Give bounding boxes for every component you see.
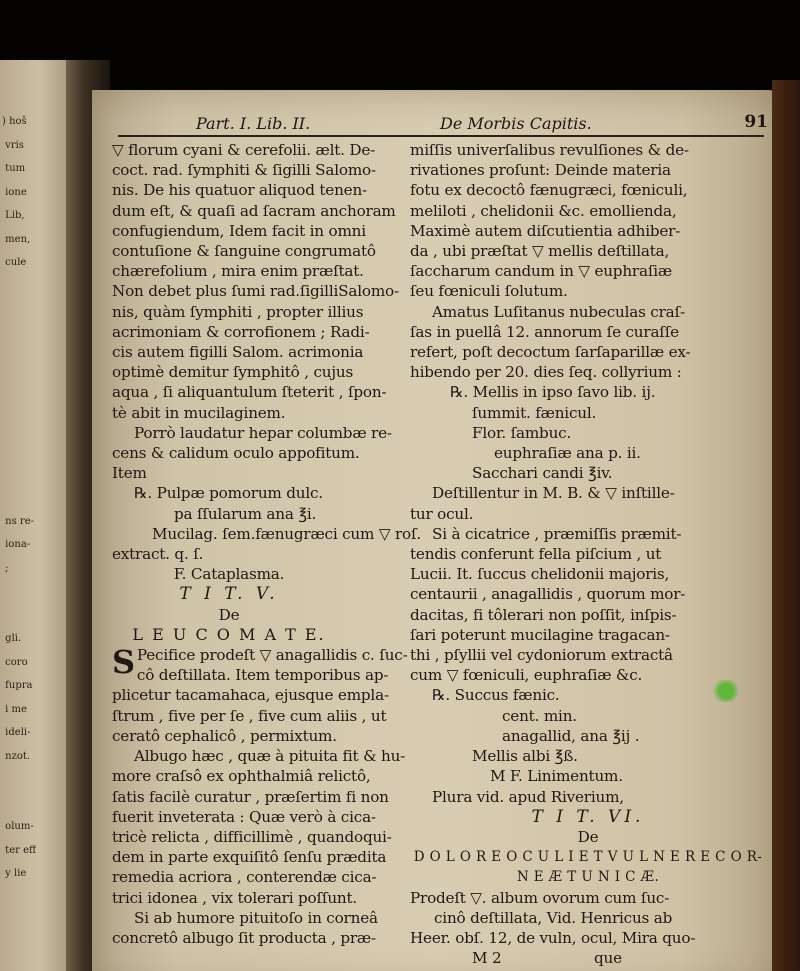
green-marker-flag (712, 680, 740, 702)
text-line: centaurii , anagallidis , quorum mor- (410, 585, 686, 604)
recipe-form: F. Cataplasma. (173, 565, 285, 584)
text-line: cô deſtillata. Item temporibus ap- (136, 666, 389, 685)
left-text-column (90, 140, 422, 948)
text-line: more craſsô ex ophthalmiâ relictô, (112, 767, 371, 786)
recipe-line: anagallid, ana ℥ij . (502, 726, 640, 745)
section-title: T I T. V. (179, 584, 279, 605)
recipe-line: extract. q. ſ. (112, 545, 204, 564)
text-line: ſtrum , five per ſe , five cum aliis , ut (112, 706, 387, 725)
text-line: nis. De his quatuor aliquod tenen- (112, 181, 367, 200)
recipe-line: euphraſiæ ana p. ii. (494, 444, 641, 463)
text-line: optimè demitur ſymphitô , cujus (112, 363, 354, 382)
text-line: thi , pſyllii vel cydoniorum extractâ (410, 646, 673, 665)
text-line: miſſis univerſalibus revulſiones & de- (410, 141, 689, 159)
text-line: cinô deſtillata, Vid. Henricus ab (434, 908, 673, 927)
section-de: De (577, 827, 599, 846)
text-line: fotu ex decoctô fænugræci, fœniculi, (410, 181, 688, 200)
text-line: fuerit inveterata : Quæ verò à cica- (112, 807, 376, 826)
text-line: cis autem figilli Salom. acrimonia (112, 343, 364, 362)
text-line: confugiendum, Idem facit in omni (112, 221, 366, 240)
text-line: aqua , ſi aliquantulum ſteterit , ſpon- (112, 383, 387, 402)
text-line: plicetur tacamahaca, ejusque empla- (112, 686, 389, 705)
text-line: ſas in puellâ 12. annorum ſe curaſſe (410, 322, 679, 341)
text-line: tricè relicta , difficillimè , quandoqui- (112, 827, 392, 846)
text-line: ſaccharum candum in ▽ euphraſiæ (410, 262, 672, 281)
text-line: Non debet plus ſumi rad.ſigilliSalomo- (112, 282, 399, 301)
recipe-line: cent. min. (502, 706, 577, 725)
text-line: da , ubi præſtat ▽ mellis deſtillata, (410, 242, 670, 261)
text-line: cum ▽ fœniculi, euphraſiæ &c. (410, 666, 643, 685)
text-line: nis, quàm ſymphiti , propter illius (112, 302, 364, 321)
text-line: dum eſt, & quaſi ad ſacram anchoram (112, 201, 396, 220)
previous-page-fragments: ) hoš vris tum ione Lib, men, cule ns re- iona- ; gli. coro fupra i me ideli- nzot. olum- ter eff y lie (2, 116, 36, 879)
section-heading: D O L O R E O C U L I E T V U L N E R E C O R- (413, 849, 763, 866)
recipe-line: Sacchari candi ℥iv. (472, 464, 613, 483)
text-line: Lucii. It. ſuccus chelidonii majoris, (410, 565, 670, 584)
text-line: refert, poſt decoctum ſarſaparillæ ex- (410, 343, 691, 362)
text-line: ſari poterunt mucilagine tragacan- (410, 625, 670, 644)
text-line: acrimoniam & corrofionem ; Radi- (112, 322, 370, 341)
recipe-line: ℞. Mellis in ipso ſavo lib. ij. (450, 383, 656, 402)
recipe-line: Mellis albi ℥ß. (472, 747, 578, 766)
previous-page-sliver (0, 60, 70, 971)
drop-cap: S (112, 643, 135, 682)
text-line: dem in parte exquiſitô ſenſu prædita (112, 848, 387, 867)
text-line: Deſtillentur in M. B. & ▽ inſtille- (432, 484, 675, 503)
text-line: chærefolium , mira enim præſtat. (112, 262, 364, 281)
header-chapter-title: De Morbis Capitis. (440, 114, 592, 133)
text-line: contuſione & ſanguine congrumatô (112, 242, 376, 261)
text-line: concretô albugo ſit producta , præ- (112, 928, 376, 947)
text-line: ſatis facilè curatur , præſertim fi non (112, 787, 389, 806)
header-part-book: Part. I. Lib. II. (196, 114, 311, 133)
text-line: Item (112, 464, 147, 483)
text-line: hibendo per 20. dies ſeq. collyrium : (410, 363, 682, 382)
text-line: Amatus Luſitanus nubeculas craſ- (432, 302, 685, 321)
text-line: rivationes proſunt: Deinde materia (410, 161, 671, 180)
recipe-line: Flor. ſambuc. (472, 423, 572, 442)
text-line: tur ocul. (410, 504, 474, 523)
text-line: Porrò laudatur hepar columbæ re- (134, 423, 392, 442)
header-rule (118, 135, 764, 137)
section-heading: L E U C O M A T E. (132, 624, 326, 644)
section-heading: N E Æ T U N I C Æ. (516, 869, 660, 886)
text-line: Heer. obſ. 12, de vuln, ocul, Mira quo- (410, 928, 696, 947)
text-line: dacitas, fi tôlerari non poſſit, inſpis- (410, 605, 677, 624)
text-line: remedia acriora , conterendæ cica- (112, 868, 377, 887)
text-line: Si à cicatrice , præmiſſis præmit- (432, 524, 682, 543)
recipe-line: ℞. Succus fænic. (432, 686, 560, 705)
text-line-body: Pecifice prodeſt ▽ anagallidis c. ſuc- (136, 646, 408, 665)
recipe-line: ℞. Pulpæ pomorum dulc. (134, 484, 323, 503)
text-line: Si ab humore pituitoſo in corneâ (134, 908, 378, 927)
text-line: ceratô cephalicô , permixtum. (112, 726, 337, 745)
text-line: Plura vid. apud Riverium, (432, 787, 624, 806)
recipe-line: pa ſſularum ana ℥i. (174, 504, 317, 523)
text-line: ſeu fœniculi ſolutum. (410, 282, 568, 301)
right-text-column (410, 140, 766, 968)
section-de: De (218, 605, 240, 624)
text-line: coct. rad. ſymphiti & ſigilli Salomo- (112, 161, 376, 180)
text-line: ▽ florum cyani & cerefolii. ælt. De- (112, 141, 376, 159)
recipe-line: Mucilag. ſem.fænugræci cum ▽ roſ. (152, 524, 422, 543)
text-line: Prodeſt ▽. album ovorum cum ſuc- (410, 888, 670, 907)
section-title: T I T. VI. (531, 806, 645, 827)
text-line: cens & calidum oculo appofitum. (112, 444, 360, 463)
text-line: meliloti , chelidonii &c. emollienda, (410, 201, 677, 220)
text-line: tendis conferunt fella piſcium , ut (410, 545, 662, 564)
text-line: tè abit in mucilaginem. (112, 403, 286, 422)
text-line: Maximè autem diſcutientia adhiber- (410, 221, 681, 240)
page-edge (772, 80, 800, 971)
signature-catchword: M 2 que (472, 949, 622, 968)
page-number: 91 (744, 112, 768, 132)
recipe-form: M F. Linimentum. (490, 767, 623, 786)
text-line: Albugo hæc , quæ à pituita fit & hu- (134, 747, 406, 766)
recipe-line: ſummit. fænicul. (472, 403, 597, 422)
text-line: trici idonea , vix tolerari poſſunt. (112, 888, 358, 907)
